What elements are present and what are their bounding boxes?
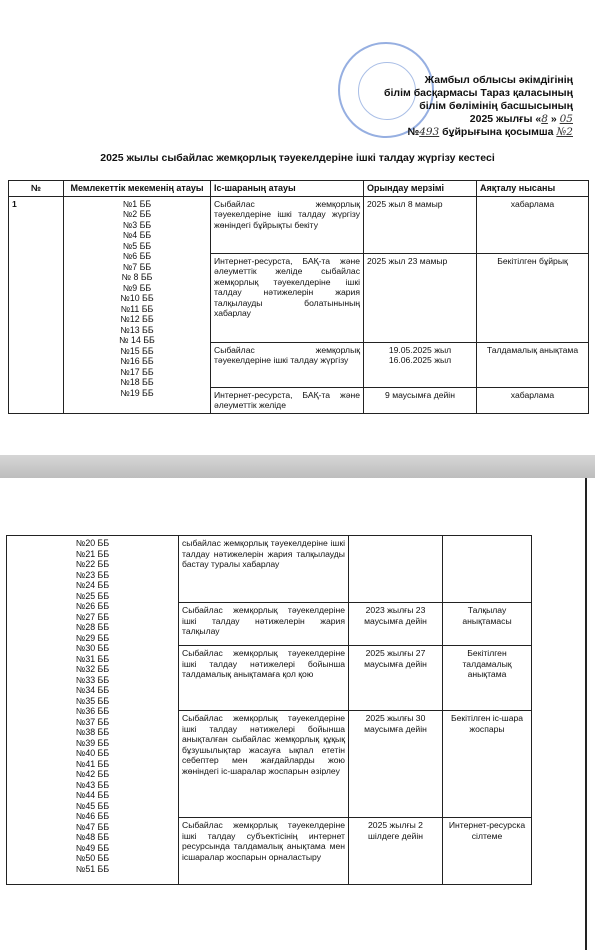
header-line-2: білім басқармасы Тараз қаласының [384,87,573,99]
document-page-1 [0,0,595,455]
schools-list [7,536,179,885]
handwritten-day: 8 [541,113,548,125]
school-item: №31 ББ [75,653,110,664]
school-item: №2 ББ [122,209,152,219]
header-result: Аяқталу нысаны [477,181,589,197]
result-cell: Талқылау анықтамасы [443,603,532,646]
row-number: 1 [9,196,64,413]
school-item: №11 ББ [120,303,154,314]
approval-header [384,74,573,139]
result-cell: Интернет-ресурска сілтеме [443,818,532,885]
result-cell: Бекітілген бұйрық [477,253,589,342]
schedule-table-page-2 [6,535,532,885]
header-line-5: №493 бұйрығына қосымша №2 [407,126,573,138]
school-item: №13 ББ [120,324,154,335]
deadline-cell: 19.05.2025 жыл 16.06.2025 жыл [364,342,477,387]
header-line-1: Жамбыл облысы әкімдігінің [424,74,573,86]
school-item: №34 ББ [75,685,110,695]
result-cell: Бекітілген іс-шара жоспары [443,711,532,818]
deadline-cell: 2023 жылғы 23 маусымға дейін [349,603,443,646]
action-cell: Сыбайлас жемқорлық тәуекелдеріне ішкі талдау нәтижелерін жария талқылау [179,603,349,646]
header-institution: Мемлекеттік мекеменің атауы [64,181,211,197]
school-item: №18 ББ [120,377,154,387]
school-item: №6 ББ [122,251,152,261]
school-item: №45 ББ [75,800,110,811]
school-item: № 14 ББ [119,335,155,345]
school-item: №49 ББ [75,842,110,853]
action-cell: Интернет-ресурста, БАҚ-та және әлеуметтік желіде [211,387,364,413]
action-cell: Сыбайлас жемқорлық тәуекелдеріне ішкі талдау жүргізу жөніндегі бұйрықты бекіту [211,196,364,253]
school-item: №28 ББ [75,622,110,632]
action-cell: Сыбайлас жемқорлық тәуекелдеріне ішкі талдау субъектісінің интернет ресурсында талдамалық анықтама мен ісшаралар жоспарын орналастыру [179,818,349,885]
school-item: №37 ББ [75,716,110,727]
deadline-cell: 2025 жылғы 30 маусымға дейін [349,711,443,818]
school-item: №51 ББ [75,863,110,874]
school-item: №29 ББ [75,632,110,643]
school-item: №19 ББ [120,387,154,398]
school-item: №3 ББ [122,219,152,230]
school-item: №38 ББ [75,727,110,737]
school-item: №9 ББ [122,282,152,293]
school-item: №12 ББ [120,314,154,324]
handwritten-month: 05 [559,113,573,125]
school-item: №30 ББ [75,643,110,653]
action-cell: сыбайлас жемқорлық тәуекелдеріне ішкі талдау нәтижелерін жария талқылауды бастау туралы хабарлау [179,536,349,603]
school-item: №1 ББ [122,198,152,209]
school-item: №26 ББ [75,601,110,611]
header-deadline: Орындау мерзімі [364,181,477,197]
deadline-cell: 2025 жыл 8 мамыр [364,196,477,253]
deadline-cell: 9 маусымға дейін [364,387,477,413]
schools-list [64,196,211,413]
document-title: 2025 жылы сыбайлас жемқорлық тәуекелдеріне ішкі талдау жүргізу кестесі [100,152,495,164]
school-item: №35 ББ [75,695,110,706]
school-item: №10 ББ [120,293,154,303]
school-item: №22 ББ [75,559,110,569]
school-item: №23 ББ [75,569,110,580]
handwritten-order-number: 493 [419,126,440,138]
result-cell: Бекітілген талдамалық анықтама [443,646,532,711]
result-cell: Талдамалық анықтама [477,342,589,387]
school-item: №17 ББ [120,366,154,377]
school-item: №43 ББ [75,779,110,790]
school-item: №15 ББ [120,345,154,356]
school-item: №25 ББ [75,590,110,601]
school-item: №21 ББ [75,548,110,559]
school-item: №46 ББ [75,811,110,821]
school-item: №5 ББ [122,240,152,251]
deadline-cell [349,536,443,603]
school-item: №33 ББ [75,674,110,685]
school-item: №7 ББ [122,261,152,272]
school-item: №47 ББ [75,821,110,832]
school-item: №27 ББ [75,611,110,622]
deadline-cell: 2025 жылғы 2 шілдеге дейін [349,818,443,885]
page-separator [0,455,595,478]
header-line-3: білім бөлімінің басшысының [419,100,573,112]
result-cell [443,536,532,603]
school-item: №39 ББ [75,737,110,748]
school-item: №50 ББ [75,853,110,863]
school-item: №36 ББ [75,706,110,716]
school-item: № 8 ББ [121,272,153,282]
school-item: №48 ББ [75,832,110,842]
action-cell: Сыбайлас жемқорлық тәуекелдеріне ішкі талдау жүргізу [211,342,364,387]
school-item: №40 ББ [75,748,110,758]
table-row [7,536,532,603]
result-cell: хабарлама [477,196,589,253]
page-edge-line [585,478,587,950]
school-item: №44 ББ [75,790,110,800]
table-row [9,196,589,253]
school-item: №41 ББ [75,758,110,769]
school-item: №32 ББ [75,664,110,674]
header-number: № [9,181,64,197]
schedule-table-page-1 [8,180,589,414]
action-cell: Интернет-ресурста, БАҚ-та және әлеуметтік желіде сыбайлас жемқорлық тәуекелдеріне ішкі талдау нәтижелерін жария талқылауды болатынының хабарлау [211,253,364,342]
action-cell: Сыбайлас жемқорлық тәуекелдеріне ішкі талдау нәтижелері бойынша анықталған сыбайлас жемқорлық құқық бұзушылықтар жасауға ықпал ететін себептер мен жағдайларды жою жөніндегі іс-шаралар жоспарын әзірлеу [179,711,349,818]
action-cell: Сыбайлас жемқорлық тәуекелдеріне ішкі талдау нәтижелері бойынша талдамалық анықтамаға қол қою [179,646,349,711]
header-action: Іс-шараның атауы [211,181,364,197]
school-item: №4 ББ [122,230,152,240]
deadline-cell: 2025 жылғы 27 маусымға дейін [349,646,443,711]
school-item: №42 ББ [75,769,110,779]
school-item: №16 ББ [120,356,154,366]
handwritten-annex-number: №2 [556,126,573,138]
result-cell: хабарлама [477,387,589,413]
school-item: №20 ББ [75,538,110,548]
header-line-4: 2025 жылғы «8 » 05 [469,113,573,125]
deadline-cell: 2025 жыл 23 мамыр [364,253,477,342]
school-item: №24 ББ [75,580,110,590]
table-header-row [9,181,589,197]
